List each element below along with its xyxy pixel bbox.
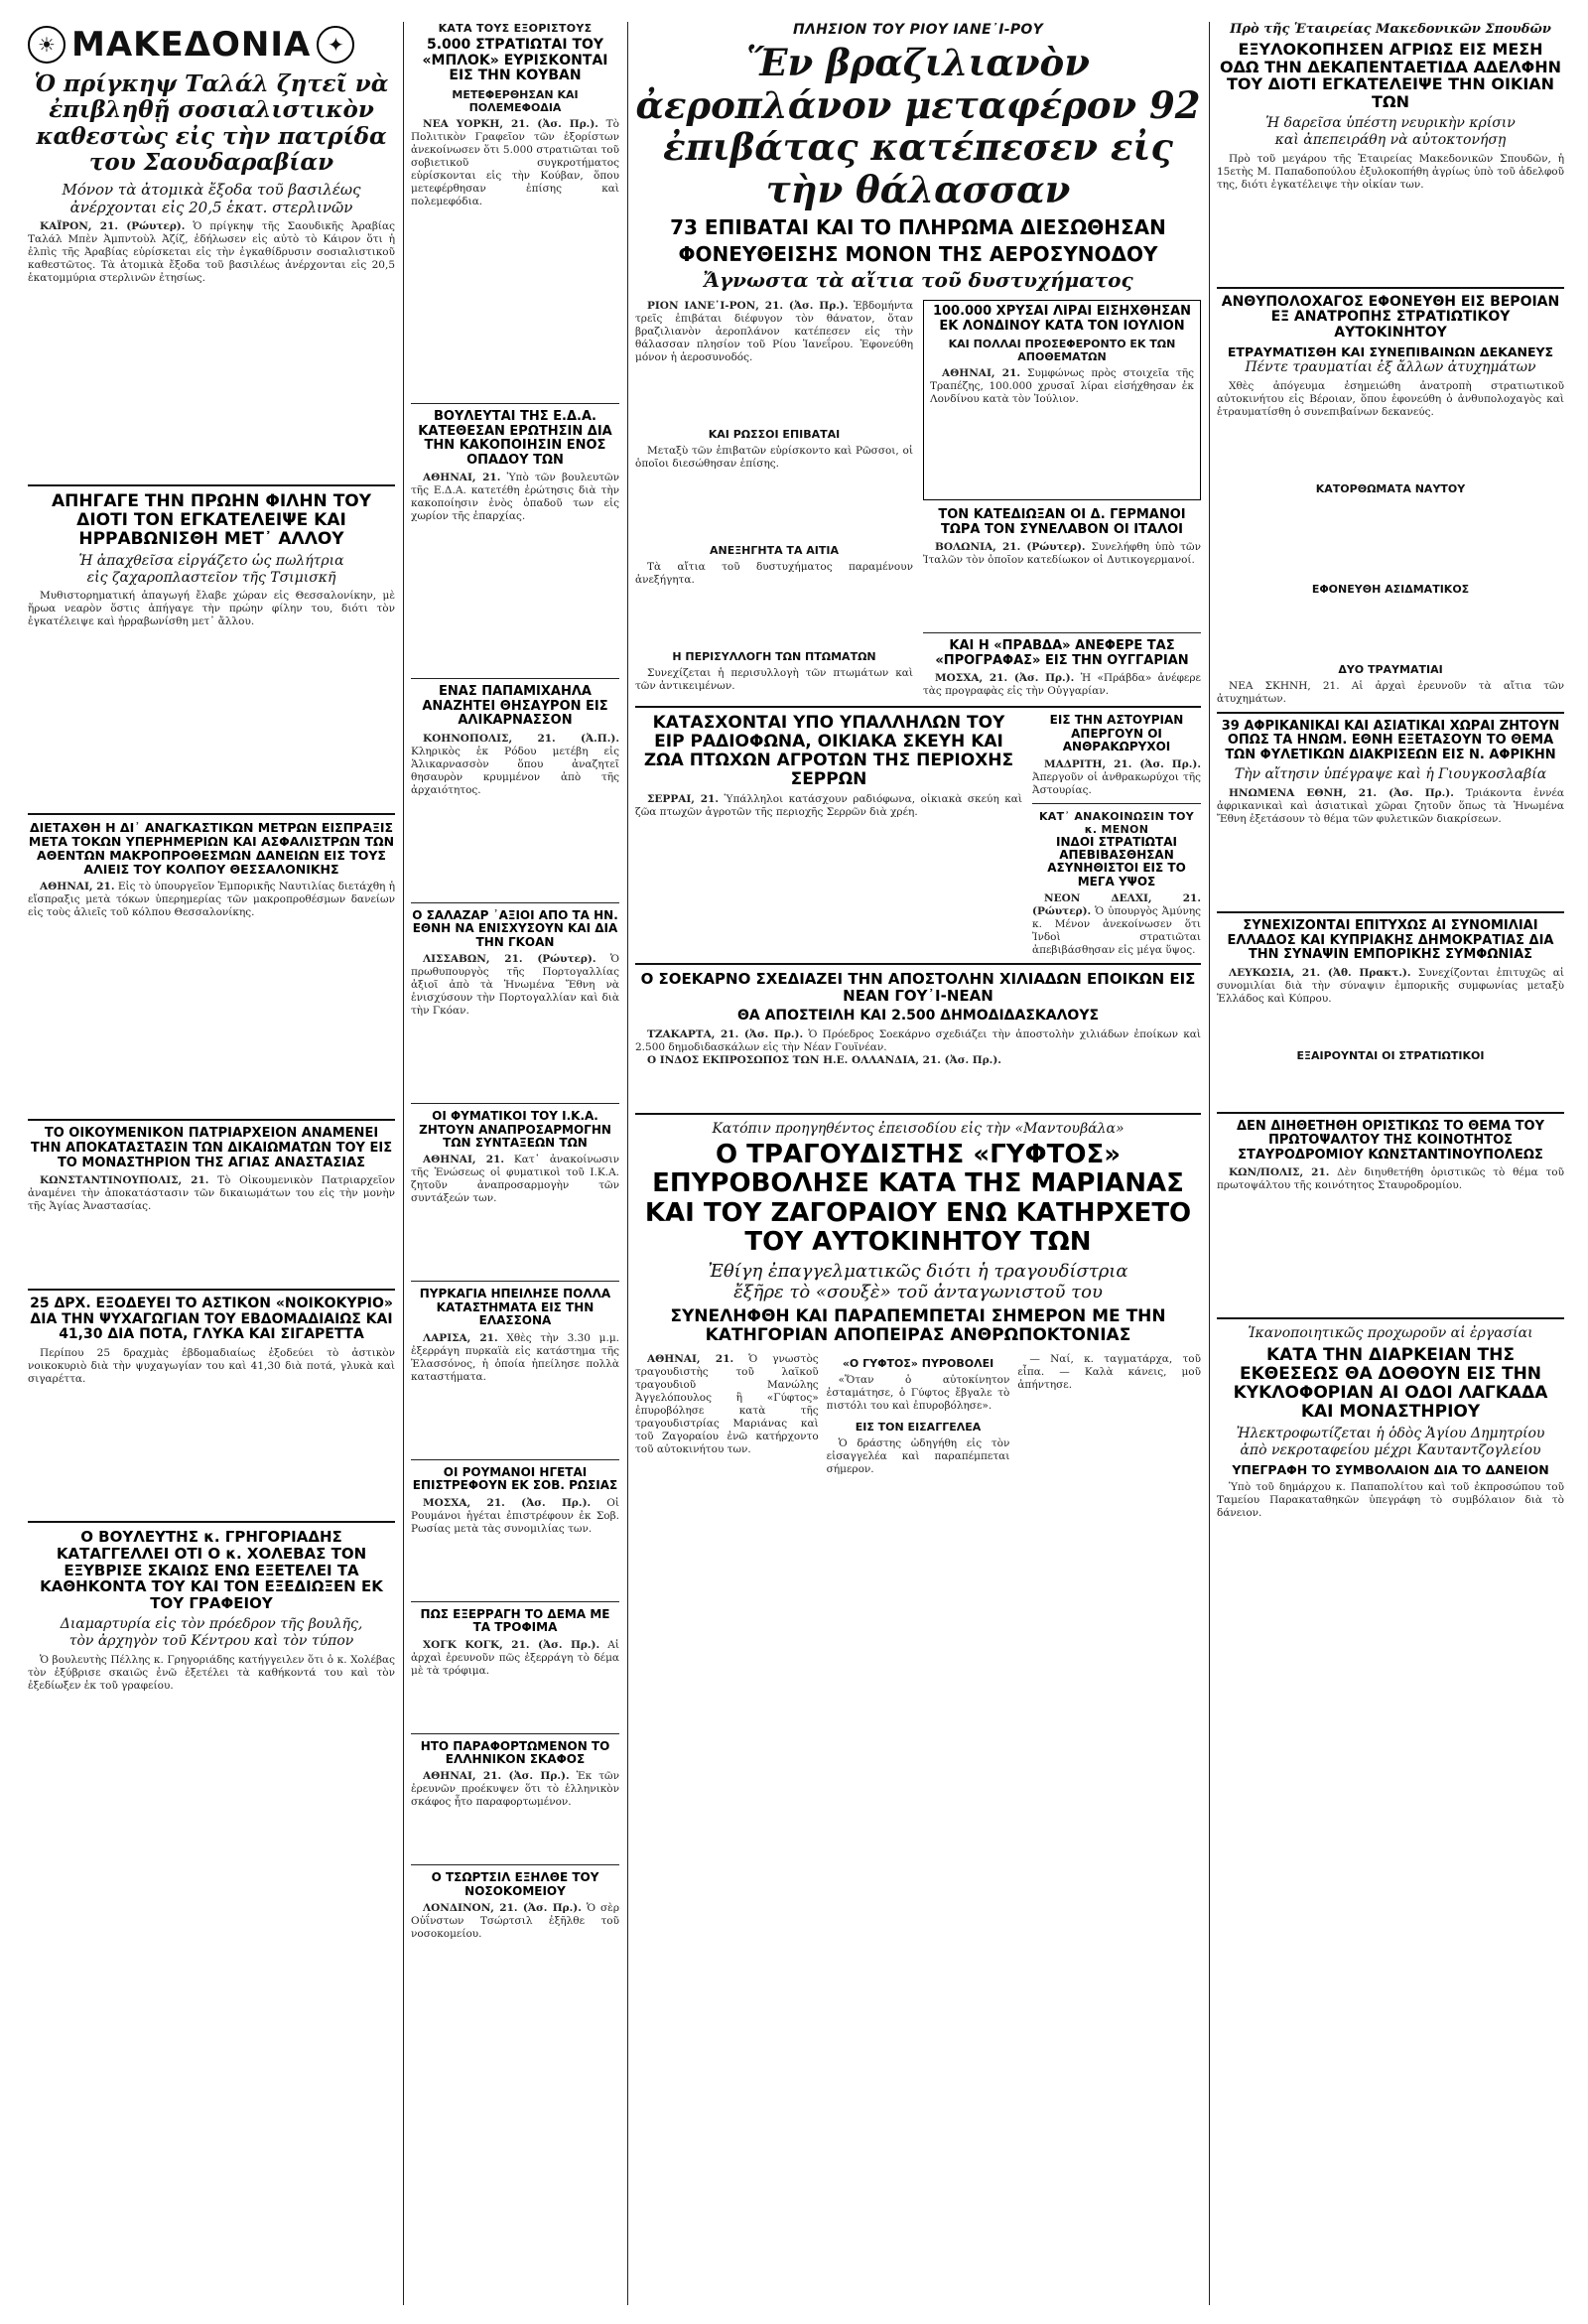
lead-dateline: ΚΑΪΡΟΝ, 21. (Ρώυτερ).: [40, 219, 186, 232]
center-kicker: ΠΛΗΣΙΟΝ ΤΟΥ ΡΙΟΥ ΙΑΝΕ᾿Ι-ΡΟΥ: [792, 22, 1044, 38]
col2-art9-headline: ΗΤΟ ΠΑΡΑΦΟΡΤΩΜΕΝΟΝ ΤΟ ΕΛΛΗΝΙΚΟΝ ΣΚΑΦΟΣ: [420, 1738, 610, 1766]
lead-sub-2: ἀνέρχονται εἰς 20,5 ἑκατ. στερλινῶν: [69, 198, 353, 216]
col4-art6-sub-2: ἀπὸ νεκροταφείου μέχρι Καυταντζογλείου: [1240, 1442, 1541, 1459]
column-2: [411, 22, 619, 2305]
col4-art6-sub-3: ΥΠΕΓΡΑΦΗ ΤΟ ΣΥΜΒΟΛΑΙΟΝ ΔΙΑ ΤΟ ΔΑΝΕΙΟΝ: [1232, 1461, 1549, 1477]
center-right-stack: [923, 300, 1201, 698]
plane-article: [635, 300, 913, 698]
col4-art5-headline: ΔΕΝ ΔΙΗΘΕΤΗΘΗ ΟΡΙΣΤΙΚΩΣ ΤΟ ΘΕΜΑ ΤΟΥ ΠΡΩΤΟΨΑΛΤΟΥ ΤΗΣ ΚΟΙΝΟΤΗΤΟΣ ΣΤΑΥΡΟΔΡΟΜΙΟΥ ΚΩΝΣΤΑΝΤΙΝΟΥΠΟΛΕΩΣ: [1236, 1118, 1545, 1162]
col4-art2-sub-2: Πέντε τραυματίαι ἐξ ἄλλων ἀτυχημάτων: [1245, 358, 1536, 375]
column-4: [1217, 22, 1564, 2305]
singer-sub-1: Ἐθίγη ἐπαγγελματικῶς διότι ἡ τραγουδίστρια: [708, 1260, 1128, 1282]
emblem-left-icon: ☀: [28, 26, 66, 64]
art5-filler: [28, 1386, 395, 1515]
col2-art6-filler: [411, 1384, 619, 1453]
gold-headline: 100.000 ΧΡΥΣΑΙ ΛΙΡΑΙ ΕΙΣΗΧΘΗΣΑΝ ΕΚ ΛΟΝΔΙΝΟΥ ΚΑΤΑ ΤΟΝ ΙΟΥΛΙΟΝ: [932, 303, 1192, 334]
art2-sub-1: Ἡ ἀπαχθεῖσα εἰργάζετο ὡς πωλήτρια: [78, 552, 344, 569]
col4-art3-body: ΗΝΩΜΕΝΑ ΕΘΝΗ, 21. (Ἀσ. Πρ.). Τριάκοντα ἐννέα ἀφρικανικαὶ καὶ ἀσιατικαὶ χῶραι ζητοῦν ὅπως τὰ Ἡνωμένα Ἔθνη ἐξετάσουν τὸ θέμα τῶν φυλετικῶν διακρίσεων.: [1217, 787, 1564, 826]
menon-headline: ΙΝΔΟΙ ΣΤΡΑΤΙΩΤΑΙ ΑΠΕΒΙΒΑΣΘΗΣΑΝ ΑΣΥΝΗΘΙΣΤΟΙ ΕΙΣ ΤΟ ΜΕΓΑ ΥΨΟΣ: [1047, 834, 1186, 889]
col2-art4-body: ΛΙΣΣΑΒΩΝ, 21. (Ρώυτερ). Ὁ πρωθυπουργὸς τῆς Πορτογαλλίας ἀξιοῖ ἀπὸ τὰ Ἡνωμένα Ἔθνη νὰ ἐνισχύσουν τὴν Πορτογαλλίαν καὶ διὰ τὴν Γκόαν.: [411, 953, 619, 1018]
singer-headline: Ο ΤΡΑΓΟΥΔΙΣΤΗΣ «ΓΥΦΤΟΣ» ΕΠΥΡΟΒΟΛΗΣΕ ΚΑΤΑ ΤΗΣ ΜΑΡΙΑΝΑΣ ΚΑΙ ΤΟΥ ΖΑΓΟΡΑΙΟΥ ΕΝΩ ΚΑΤΗΡΧΕΤΟ ΤΟΥ ΑΥΤΟΚΙΝΗΤΟΥ ΤΩΝ: [644, 1140, 1192, 1257]
plane-sec-1: ΚΑΙ ΡΩΣΣΟΙ ΕΠΙΒΑΤΑΙ: [708, 427, 841, 441]
col4-art6-body: Ὑπὸ τοῦ δημάρχου κ. Παπαπολίτου καὶ τοῦ ἐκπροσώπου τοῦ Ταμείου Παρακαταθηκῶν ὑπεγράφη τὸ συμβόλαιον διὰ τὸ δάνειον.: [1217, 1480, 1564, 1519]
col2-art5-filler: [411, 1205, 619, 1275]
singer-col-3: [1017, 1353, 1201, 1476]
singer-body-4: — Ναί, κ. ταγματάρχα, τοῦ εἶπα. — Καλὰ κάνεις, μοῦ ἀπήντησε.: [1017, 1353, 1201, 1392]
plane-sec-3: Η ΠΕΡΙΣΥΛΛΟΓΗ ΤΩΝ ΠΤΩΜΑΤΩΝ: [672, 649, 876, 663]
col2-art1-filler: [411, 208, 619, 397]
center-side-stack: [1032, 714, 1201, 957]
plane-body-4: Συνεχίζεται ἡ περισυλλογὴ τῶν πτωμάτων καὶ τῶν ἀντικειμένων.: [635, 666, 913, 692]
plane-body-3: Τὰ αἴτια τοῦ δυστυχήματος παραμένουν ἀνεξήγητα.: [635, 560, 913, 586]
col4-art2-body-2: ΝΕΑ ΣΚΗΝΗ, 21. Αἱ ἀρχαὶ ἐρευνοῦν τὰ αἴτια τῶν ἀτυχημάτων.: [1217, 679, 1564, 705]
art3-body: ΑΘΗΝΑΙ, 21. Εἰς τὸ ὑπουργεῖον Ἐμπορικῆς Ναυτιλίας διετάχθη ἡ εἴσπραξις μετὰ τόκων ὑπερημερίας τῶν μακροπροθέσμων δανείων εἰς τοὺς ἁλιεῖς τοῦ κόλπου Θεσσαλονίκης.: [28, 881, 395, 919]
art6-headline: Ο ΒΟΥΛΕΥΤΗΣ κ. ΓΡΗΓΟΡΙΑΔΗΣ ΚΑΤΑΓΓΕΛΛΕΙ ΟΤΙ Ο κ. ΧΟΛΕΒΑΣ ΤΟΝ ΕΞΥΒΡΙΣΕ ΣΚΑΙΩΣ ΕΝΩ ΕΞΕΤΕΛΕΙ ΤΑ ΚΑΘΗΚΟΝΤΑ ΤΟΥ ΚΑΙ ΤΟΝ ΕΞΕΔΙΩΞΕΝ ΕΚ ΤΟΥ ΓΡΑΦΕΙΟΥ: [40, 1528, 383, 1613]
col4-art6-sub-1: Ἠλεκτροφωτίζεται ἡ ὁδὸς Ἁγίου Δημητρίου: [1236, 1426, 1545, 1442]
gold-sub: ΚΑΙ ΠΟΛΛΑΙ ΠΡΟΣΕΦΕΡΟΝΤΟ ΕΚ ΤΩΝ ΑΠΟΘΕΜΑΤΩΝ: [948, 338, 1176, 364]
plane-body-2: Μεταξὺ τῶν ἐπιβατῶν εὑρίσκοντο καὶ Ρῶσσοι, οἱ ὁποῖοι διεσώθησαν ἐπίσης.: [635, 444, 913, 470]
plane-body-1: ΡΙΟΝ ΙΑΝΕ᾿Ι-ΡΟΝ, 21. (Ἀσ. Πρ.). Ἑβδομήντα τρεῖς ἐπιβάται διέφυγον τὸν θάνατον, ὅταν βραζιλιανὸν ἀεροπλάνον κατέπεσεν εἰς τὴν θάλασσαν πλησίον τοῦ Ρίου Ἰανεΐρου. Ἐφονεύθη μόνον ἡ ἀεροσυνοδός.: [635, 299, 913, 363]
pravda-body: ΜΟΣΧΑ, 21. (Ἀσ. Πρ.). Ἡ «Πράβδα» ἀνέφερε τὰς προγραφὰς εἰς τὴν Οὐγγαρίαν.: [923, 672, 1201, 698]
singer-body-3: Ὁ δράστης ὡδηγήθη εἰς τὸν εἰσαγγελέα καὶ παραπέμπεται σήμερον.: [826, 1437, 1010, 1476]
center-headline: Ἕν βραζιλιανὸν ἀεροπλάνον μεταφέρον 92 ἐπιβάτας κατέπεσεν εἰς τὴν θάλασσαν: [635, 41, 1201, 211]
col2-art6-body: ΛΑΡΙΣΑ, 21. Χθὲς τὴν 3.30 μ.μ. ἐξερράγη πυρκαϊὰ εἰς κατάστημα τῆς Ἐλασσόνος, ἡ ὁποία ἠπείλησε πολλὰ καταστήματα.: [411, 1331, 619, 1383]
art2-headline: ΑΠΗΓΑΓΕ ΤΗΝ ΠΡΩΗΝ ΦΙΛΗΝ ΤΟΥ ΔΙΟΤΙ ΤΟΝ ΕΓΚΑΤΕΛΕΙΨΕ ΚΑΙ ΗΡΡΑΒΩΝΙΣΘΗ ΜΕΤ᾿ ΑΛΛΟΥ: [51, 490, 372, 549]
art4-headline: ΤΟ ΟΙΚΟΥΜΕΝΙΚΟΝ ΠΑΤΡΙΑΡΧΕΙΟΝ ΑΝΑΜΕΝΕΙ ΤΗΝ ΑΠΟΚΑΤΑΣΤΑΣΙΝ ΤΩΝ ΔΙΚΑΙΩΜΑΤΩΝ ΤΟΥ ΕΙΣ ΤΟ ΜΟΝΑΣΤΗΡΙΟΝ ΤΗΣ ΑΓΙΑΣ ΑΝΑΣΤΑΣΙΑΣ: [30, 1126, 393, 1170]
singer-kicker: Κατόπιν προηγηθέντος ἐπεισοδίου εἰς τὴν «Μαντουβάλα»: [712, 1120, 1125, 1137]
art6-sub-1: Διαμαρτυρία εἰς τὸν πρόεδρον τῆς βουλῆς,: [60, 1616, 363, 1633]
col2-art5-body: ΑΘΗΝΑΙ, 21. Κατ᾿ ἀνακοίνωσιν τῆς Ἑνώσεως οἱ φυματικοὶ τοῦ Ι.Κ.Α. ζητοῦν ἀναπροσαρμογὴν τῶν συντάξεών των.: [411, 1154, 619, 1205]
col2-art1-sub: ΜΕΤΕΦΕΡΘΗΣΑΝ ΚΑΙ ΠΟΛΕΜΕΦΟΔΙΑ: [452, 88, 579, 115]
col4-art1-sub-1: Ἡ δαρεῖσα ὑπέστη νευρικὴν κρίσιν: [1265, 115, 1516, 132]
emblem-right-icon: ✦: [317, 26, 354, 64]
col4-art1-sub-2: καὶ ἀπεπειράθη νὰ αὐτοκτονήσῃ: [1274, 132, 1507, 149]
newspaper-page: [28, 22, 1564, 2305]
art6-sub-2: τὸν ἀρχηγὸν τοῦ Κέντρου καὶ τὸν τύπον: [68, 1632, 354, 1649]
sukarno-body: ΤΖΑΚΑΡΤΑ, 21. (Ἀσ. Πρ.). Ὁ Πρόεδρος Σοεκάρνο σχεδιάζει τὴν ἀποστολὴν χιλιάδων ἐποίκων καὶ 2.500 δημοδιδασκάλων εἰς τὴν Νέαν Γουϊνέαν.: [635, 1027, 1201, 1053]
singer-sec-2: ΕΙΣ ΤΟΝ ΕΙΣΑΓΓΕΛΕΑ: [855, 1421, 982, 1435]
art4-body: ΚΩΝΣΤΑΝΤΙΝΟΥΠΟΛΙΣ, 21. Τὸ Οἰκουμενικὸν Πατριαρχεῖον ἀναμένει τὴν ἀποκατάστασιν τῶν δικαιωμάτων του εἰς τὴν μονὴν τῆς Ἁγίας Ἀναστασίας.: [28, 1174, 395, 1213]
col2-art4-filler: [411, 1018, 619, 1097]
singer-col-1: [635, 1353, 819, 1476]
col4-art2-sub-1: ΕΤΡΑΥΜΑΤΙΣΘΗ ΚΑΙ ΣΥΝΕΠΙΒΑΙΝΩΝ ΔΕΚΑΝΕΥΣ: [1227, 343, 1554, 359]
lead-headline: Ὁ πρίγκηψ Ταλάλ ζητεῖ νὰ ἐπιβληθῇ σοσιαλιστικὸν καθεστὼς εἰς τὴν πατρίδα του Σαουδαραβίαν: [34, 70, 389, 177]
col4-art5-body: ΚΩΝ/ΠΟΛΙΣ, 21. Δὲν διηυθετήθη ὁριστικῶς τὸ θέμα τοῦ πρωτοψάλτου τῆς κοινότητος Σταυροδρομίου.: [1217, 1166, 1564, 1192]
gold-article: [923, 300, 1201, 500]
lead-filler: [28, 285, 395, 478]
col2-art3-filler: [411, 797, 619, 896]
sukarno-headline: Ο ΣΟΕΚΑΡΝΟ ΣΧΕΔΙΑΖΕΙ ΤΗΝ ΑΠΟΣΤΟΛΗΝ ΧΙΛΙΑΔΩΝ ΕΠΟΙΚΩΝ ΕΙΣ ΝΕΑΝ ΓΟΥ᾿Ι-ΝΕΑΝ: [640, 970, 1196, 1006]
ger-body: ΒΟΛΩΝΙΑ, 21. (Ρώυτερ). Συνελήφθη ὑπὸ τῶν Ἰταλῶν τὸν ὁποῖον κατεδίωκον οἱ Δυτικογερμανοί.: [923, 541, 1201, 567]
col2-art10-body: ΛΟΝΔΙΝΟΝ, 21. (Ἀσ. Πρ.). Ὁ σὲρ Οὐΐνστων Τσώρτσιλ ἐξῆλθε τοῦ νοσοκομείου.: [411, 1902, 619, 1941]
singer-body-2: «Ὅταν ὁ αὐτοκίνητον ἐσταμάτησε, ὁ Γύφτος ἔβγαλε τὸ πιστόλι του καὶ ἐπυροβόλησε».: [826, 1374, 1010, 1413]
col2-art2-body: ΑΘΗΝΑΙ, 21. Ὑπὸ τῶν βουλευτῶν τῆς Ε.Δ.Α. κατετέθη ἐρώτησις διὰ τὴν κακοποίησιν ἑνὸς ὀπαδοῦ των εἰς χωρίον τῆς ἐπαρχίας.: [411, 472, 619, 523]
col4-art2-body: Χθὲς ἀπόγευμα ἐσημειώθη ἀνατροπὴ στρατιωτικοῦ αὐτοκινήτου εἰς Βέροιαν, ὅπου ἐφονεύθη ὁ ἀνθυπολοχαγὸς καὶ ἐτραυματίσθη ὁ συνεπιβαίνων δεκανεύς.: [1217, 379, 1564, 418]
pravda-headline: ΚΑΙ Η «ΠΡΑΒΔΑ» ΑΝΕΦΕΡΕ ΤΑΣ «ΠΡΟΓΡΑΦΑΣ» ΕΙΣ ΤΗΝ ΟΥΓΓΑΡΙΑΝ: [935, 638, 1189, 668]
lead-body: [28, 220, 395, 285]
col2-art6-headline: ΠΥΡΚΑΓΙΑ ΗΠΕΙΛΗΣΕ ΠΟΛΛΑ ΚΑΤΑΣΤΗΜΑΤΑ ΕΙΣ ΤΗΝ ΕΛΑΣΣΟΝΑ: [419, 1287, 611, 1328]
serres-body: ΣΕΡΡΑΙ, 21. Ὑπάλληλοι κατάσχουν ραδιόφωνα, οἰκιακὰ σκεύη καὶ ζῶα πτωχῶν ἀγροτῶν τῆς περιοχῆς Σερρῶν διὰ χρέη.: [635, 793, 1022, 819]
singer-body: ΑΘΗΝΑΙ, 21. Ὁ γνωστὸς τραγουδιστὴς τοῦ λαϊκοῦ τραγουδιοῦ Μανώλης Ἀγγελόπουλος ἢ «Γύφτος» ἐπυροβόλησε κατὰ τῆς τραγουδιστρίας Μαριάνας καὶ τοῦ Ζαγοραίου ἐνῶ κατήρχοντο τοῦ αὐτοκινήτου των.: [635, 1353, 819, 1456]
col4-art2-sec-1: ΚΑΤΟΡΘΩΜΑΤΑ ΝΑΥΤΟΥ: [1315, 481, 1466, 495]
masthead-title: ΜΑΚΕΔΟΝΙΑ: [71, 25, 312, 65]
art3-filler: [28, 919, 395, 1113]
gold-body: ΑΘΗΝΑΙ, 21. Συμφώνως πρὸς στοιχεῖα τῆς Τραπέζης, 100.000 χρυσαῖ λίραι εἰσήχθησαν ἐκ Λονδίνου κατὰ τὸν Ἰούλιον.: [930, 367, 1194, 406]
col4-art3-headline: 39 ΑΦΡΙΚΑΝΙΚΑΙ ΚΑΙ ΑΣΙΑΤΙΚΑΙ ΧΩΡΑΙ ΖΗΤΟΥΝ ΟΠΩΣ ΤΑ ΗΝΩΜ. ΕΘΝΗ ΕΞΕΤΑΣΟΥΝ ΤΟ ΘΕΜΑ ΤΩΝ ΦΥΛΕΤΙΚΩΝ ΔΙΑΚΡΙΣΕΩΝ ΕΙΣ Ν. ΑΦΡΙΚΗΝ: [1221, 718, 1560, 762]
col2-kicker: ΚΑΤΑ ΤΟΥΣ ΕΞΟΡΙΣΤΟΥΣ: [438, 22, 593, 35]
art2-sub-2: εἰς ζαχαροπλαστεῖον τῆς Τσιμισκῆ: [86, 569, 336, 586]
col2-art9-body: ΑΘΗΝΑΙ, 21. (Ἀσ. Πρ.). Ἐκ τῶν ἐρευνῶν προέκυψεν ὅτι τὸ ἑλληνικὸν σκάφος ἦτο παραφορτωμένον.: [411, 1770, 619, 1809]
col2-art4-headline: Ο ΣΑΛΑΖΑΡ ᾿ΑΞΙΟΙ ΑΠΟ ΤΑ ΗΝ. ΕΘΝΗ ΝΑ ΕΝΙΣΧΥΣΟΥΝ ΚΑΙ ΔΙΑ ΤΗΝ ΓΚΟΑΝ: [412, 907, 618, 949]
col4-art4-body: ΛΕΥΚΩΣΙΑ, 21. (Ἀθ. Πρακτ.). Συνεχίζονται ἐπιτυχῶς αἱ συνομιλίαι διὰ τὴν σύναψιν ἐμπορικῆς συμφωνίας μεταξὺ Ἑλλάδος καὶ Κύπρου.: [1217, 966, 1564, 1005]
art5-headline: 25 ΔΡΧ. ΕΞΟΔΕΥΕΙ ΤΟ ΑΣΤΙΚΟΝ «ΝΟΙΚΟΚΥΡΙΟ» ΔΙΑ ΤΗΝ ΨΥΧΑΓΩΓΙΑΝ ΤΟΥ ΕΒΔΟΜΑΔΙΑΙΩΣ ΚΑΙ 41,30 ΔΙΑ ΠΟΤΑ, ΓΛΥΚΑ ΚΑΙ ΣΙΓΑΡΕΤΤΑ: [30, 1296, 393, 1343]
col2-art7-headline: ΟΙ ΡΟΥΜΑΝΟΙ ΗΓΕΤΑΙ ΕΠΙΣΤΡΕΦΟΥΝ ΕΚ ΣΟΒ. ΡΩΣΙΑΣ: [412, 1464, 618, 1493]
col2-art5-headline: ΟΙ ΦΥΜΑΤΙΚΟΙ ΤΟΥ Ι.Κ.Α. ΖΗΤΟΥΝ ΑΝΑΠΡΟΣΑΡΜΟΓΗΝ ΤΩΝ ΣΥΝΤΑΞΕΩΝ ΤΩΝ: [419, 1109, 611, 1151]
asturia-body: ΜΑΔΡΙΤΗ, 21. (Ἀσ. Πρ.). Ἀπεργοῦν οἱ ἀνθρακωρύχοι τῆς Ἀστουρίας.: [1032, 757, 1201, 796]
art5-body: Περίπου 25 δραχμὰς ἐβδομαδιαίως ἐξοδεύει τὸ ἀστικὸν νοικοκυριὸ διὰ τὴν ψυχαγωγίαν του καὶ 41,30 διὰ ποτά, γλυκὰ καὶ σιγαρέττα.: [28, 1347, 395, 1386]
col2-art3-body: ΚΟΗΝΟΠΟΛΙΣ, 21. (Ἀ.Π.). Κληρικὸς ἐκ Ρόδου μετέβη εἰς Ἁλικαρνασσὸν ὅπου ἀναζητεῖ θησαυρὸν κρυμμένον ἀπὸ τῆς ἀρχαιότητος.: [411, 732, 619, 796]
singer-sec-1: «Ο ΓΥΦΤΟΣ» ΠΥΡΟΒΟΛΕΙ: [842, 1357, 994, 1371]
col2-art8-filler: [411, 1678, 619, 1727]
masthead: [28, 22, 395, 68]
art2-filler: [28, 628, 395, 807]
col4-art1-headline: ΕΞΥΛΟΚΟΠΗΣΕΝ ΑΓΡΙΩΣ ΕΙΣ ΜΕΣΗ ΟΔΩ ΤΗΝ ΔΕΚΑΠΕΝΤΑΕΤΙΔΑ ΑΔΕΛΦΗΝ ΤΟΥ ΔΙΟΤΙ ΕΓΚΑΤΕΛΕΙΨΕ ΤΗΝ ΟΙΚΙΑΝ ΤΩΝ: [1219, 39, 1562, 112]
col4-art6-kicker: Ἱκανοποιητικῶς προχωροῦν αἱ ἐργασίαι: [1248, 1325, 1533, 1342]
menon-body: ΝΕΟΝ ΔΕΛΧΙ, 21. (Ρώυτερ). Ὁ ὑπουργὸς Ἀμύνης κ. Μένον ἀνεκοίνωσεν ὅτι Ἰνδοὶ στρατιῶται ἀπεβιβάσθησαν εἰς μέγα ὕψος.: [1032, 892, 1201, 957]
art4-filler: [28, 1213, 395, 1283]
ger-headline: ΤΟΝ ΚΑΤΕΔΙΩΞΑΝ ΟΙ Δ. ΓΕΡΜΑΝΟΙ ΤΩΡΑ ΤΟΝ ΣΥΝΕΛΑΒΟΝ ΟΙ ΙΤΑΛΟΙ: [938, 507, 1186, 537]
col4-art2-sec-2: ΕΦΟΝΕΥΘΗ ΑΣΙΔΜΑΤΙΚΟΣ: [1311, 582, 1470, 596]
art6-body: Ὁ βουλευτὴς Πέλλης κ. Γρηγοριάδης κατήγγειλεν ὅτι ὁ κ. Χολέβας τὸν ἐξύβρισε σκαιῶς ἐνῶ ἐξετέλει τὰ καθήκοντά του καὶ τὸν ἐξεδίωξεν ἐκ τοῦ γραφείου.: [28, 1653, 395, 1692]
col2-art10-headline: Ο ΤΣΩΡΤΣΙΛ ΕΞΗΛΘΕ ΤΟΥ ΝΟΣΟΚΟΜΕΙΟΥ: [431, 1870, 599, 1898]
singer-col-2: [827, 1353, 1010, 1476]
art2-body: Μυθιστορηματική ἀπαγωγή ἔλαβε χώραν εἰς Θεσσαλονίκην, μὲ ἥρωα νεαρὸν ὅστις ἀπήγαγε τὴν πρώην φίλην του, διότι τὸν ἐγκατέλειψε καὶ ἠρραβωνίσθη μετ᾿ ἄλλου.: [28, 590, 395, 628]
col4-art3-sub: Τὴν αἴτησιν ὑπέγραψε καὶ ἡ Γιουγκοσλαβία: [1234, 766, 1547, 783]
serres-headline: ΚΑΤΑΣΧΟΝΤΑΙ ΥΠΟ ΥΠΑΛΛΗΛΩΝ ΤΟΥ ΕΙΡ ΡΑΔΙΟΦΩΝΑ, ΟΙΚΙΑΚΑ ΣΚΕΥΗ ΚΑΙ ΖΩΑ ΠΤΩΧΩΝ ΑΓΡΟΤΩΝ ΤΗΣ ΠΕΡΙΟΧΗΣ ΣΕΡΡΩΝ: [643, 713, 1014, 790]
col4-art2-headline: ΑΝΘΥΠΟΛΟΧΑΓΟΣ ΕΦΟΝΕΥΘΗ ΕΙΣ ΒΕΡΟΙΑΝ ΕΞ ΑΝΑΤΡΟΠΗΣ ΣΤΡΑΤΙΩΤΙΚΟΥ ΑΥΤΟΚΙΝΗΤΟΥ: [1221, 293, 1560, 342]
col4-art1-body: Πρὸ τοῦ μεγάρου τῆς Ἑταιρείας Μακεδονικῶν Σπουδῶν, ἡ 15ετὴς Μ. Παπαδοπούλου ἐξυλοκοπήθη ἀγρίως ὑπὸ τοῦ ἀδελφοῦ της, διότι ἐγκατέλειψε τὴν οἰκίαν των.: [1217, 152, 1564, 191]
col4-kicker: Πρὸ τῆς Ἑταιρείας Μακεδονικῶν Σπουδῶν: [1230, 22, 1551, 37]
col2-art1-body: ΝΕΑ ΥΟΡΚΗ, 21. (Ἀσ. Πρ.). Τὸ Πολιτικὸν Γραφεῖον τῶν ἐξορίστων ἀνεκοίνωσεν ὅτι 5.000 στρατιῶται τοῦ σοβιετικοῦ συγκροτήματος εὑρίσκονται εἰς τὴν Κούβαν, ὅπου μετεφέρθησαν ἐπίσης καὶ πολεμεφόδια.: [411, 118, 619, 208]
col2-art7-body: ΜΟΣΧΑ, 21. (Ἀσ. Πρ.). Οἱ Ρουμάνοι ἡγέται ἐπιστρέφουν ἐκ Σοβ. Ρωσίας μετὰ τὰς συνομιλίας των.: [411, 1496, 619, 1535]
col4-art4-sec: ΕΞΑΙΡΟΥΝΤΑΙ ΟΙ ΣΤΡΑΤΙΩΤΙΚΟΙ: [1296, 1048, 1485, 1062]
col4-art6-headline: ΚΑΤΑ ΤΗΝ ΔΙΑΡΚΕΙΑΝ ΤΗΣ ΕΚΘΕΣΕΩΣ ΘΑ ΔΟΘΟΥΝ ΕΙΣ ΤΗΝ ΚΥΚΛΟΦΟΡΙΑΝ ΑΙ ΟΔΟΙ ΛΑΓΚΑΔΑ ΚΑΙ ΜΟΝΑΣΤΗΡΙΟΥ: [1233, 1345, 1548, 1423]
menon-kicker: ΚΑΤ᾿ ΑΝΑΚΟΙΝΩΣΙΝ ΤΟΥ κ. ΜΕΝΟΝ: [1038, 809, 1195, 836]
lead-sub-1: Μόνον τὰ ἀτομικὰ ἔξοδα τοῦ βασιλέως: [62, 180, 361, 199]
col4-art2-sec-3: ΔΥΟ ΤΡΑΥΜΑΤΙΑΙ: [1338, 662, 1443, 676]
serres-article: [635, 714, 1022, 957]
center-columns: [635, 22, 1201, 2305]
col4-art4-headline: ΣΥΝΕΧΙΖΟΝΤΑΙ ΕΠΙΤΥΧΩΣ ΑΙ ΣΥΝΟΜΙΛΙΑΙ ΕΛΛΑΔΟΣ ΚΑΙ ΚΥΠΡΙΑΚΗΣ ΔΗΜΟΚΡΑΤΙΑΣ ΔΙΑ ΤΗΝ ΣΥΝΑΨΙΝ ΕΜΠΟΡΙΚΗΣ ΣΥΜΦΩΝΙΑΣ: [1227, 918, 1554, 963]
plane-sec-2: ΑΝΕΞΗΓΗΤΑ ΤΑ ΑΙΤΙΑ: [709, 543, 839, 557]
lead-text: Ὁ πρίγκηψ τῆς Σαουδικῆς Ἀραβίας Ταλάλ Μπὲν Ἀμπντοὺλ Ἀζίζ, ἐδήλωσεν εἰς αὐτὸ τὸ Κάιρον ὅτι ἡ ἐλπὶς τῆς Ἀραβίας εὑρίσκεται εἰς τὴν ἐγκαθίδρυσιν σοσιαλιστικοῦ καθεστῶτος. Τὰ ἀτομικὰ ἔξοδα τοῦ βασιλέως ἀνέρχονται εἰς 20,5 ἑκατομμύρια στερλινῶν ἐτησίως.: [28, 219, 395, 284]
singer-sub-3: ΣΥΝΕΛΗΦΘΗ ΚΑΙ ΠΑΡΑΠΕΜΠΕΤΑΙ ΣΗΜΕΡΟΝ ΜΕ ΤΗΝ ΚΑΤΗΓΟΡΙΑΝ ΑΠΟΠΕΙΡΑΣ ΑΝΘΡΩΠΟΚΤΟΝΙΑΣ: [670, 1306, 1166, 1346]
col2-art8-headline: ΠΩΣ ΕΞΕΡΡΑΓΗ ΤΟ ΔΕΜΑ ΜΕ ΤΑ ΤΡΟΦΙΜΑ: [420, 1606, 610, 1635]
column-1: [28, 22, 395, 2305]
asturia-headline: ΕΙΣ ΤΗΝ ΑΣΤΟΥΡΙΑΝ ΑΠΕΡΓΟΥΝ ΟΙ ΑΝΘΡΑΚΩΡΥΧΟΙ: [1049, 713, 1184, 754]
center-sub-3: Ἄγνωστα τὰ αἴτια τοῦ δυστυχήματος: [703, 267, 1133, 292]
sukarno-body-2: Ο ΙΝΔΟΣ ΕΚΠΡΟΣΩΠΟΣ ΤΩΝ Η.Ε. ΟΛΛΑΝΔΙΑ, 21. (Ἀσ. Πρ.).: [647, 1053, 1001, 1066]
sukarno-sub: ΘΑ ΑΠΟΣΤΕΙΛΗ ΚΑΙ 2.500 ΔΗΜΟΔΙΔΑΣΚΑΛΟΥΣ: [736, 1007, 1100, 1024]
art3-headline: ΔΙΕΤΑΧΘΗ Η ΔΙ᾿ ΑΝΑΓΚΑΣΤΙΚΩΝ ΜΕΤΡΩΝ ΕΙΣΠΡΑΞΙΣ ΜΕΤΑ ΤΟΚΩΝ ΥΠΕΡΗΜΕΡΙΩΝ ΚΑΙ ΑΣΦΑΛΙΣΤΡΩΝ ΤΩΝ ΑΘΕΝΤΩΝ ΜΑΚΡΟΠΡΟΘΕΣΜΩΝ ΔΑΝΕΙΩΝ ΕΙΣ ΤΟΥΣ ΑΛΙΕΙΣ ΤΟΥ ΚΟΛΠΟΥ ΘΕΣΣΑΛΟΝΙΚΗΣ: [28, 820, 395, 878]
center-sub-2: ΦΟΝΕΥΘΕΙΣΗΣ ΜΟΝΟΝ ΤΗΣ ΑΕΡΟΣΥΝΟΔΟΥ: [678, 241, 1158, 266]
col2-art2-filler: [411, 523, 619, 672]
center-sub-1: 73 ΕΠΙΒΑΤΑΙ ΚΑΙ ΤΟ ΠΛΗΡΩΜΑ ΔΙΕΣΩΘΗΣΑΝ: [670, 215, 1166, 240]
col2-art8-body: ΧΟΓΚ ΚΟΓΚ, 21. (Ἀσ. Πρ.). Αἱ ἀρχαὶ ἐρευνοῦν πῶς ἐξερράγη τὸ δέμα μὲ τὰ τρόφιμα.: [411, 1638, 619, 1677]
col2-art3-headline: ΕΝΑΣ ΠΑΠΑΜΙΧΑΗΛΑ ΑΝΑΖΗΤΕΙ ΘΗΣΑΥΡΟΝ ΕΙΣ ΑΛΙΚΑΡΝΑΣΣΟΝ: [422, 684, 608, 729]
singer-sub-2: ἔξῆρε τὸ «σουξὲ» τοῦ ἀνταγωνιστοῦ του: [733, 1282, 1103, 1303]
col2-art2-headline: ΒΟΥΛΕΥΤΑΙ ΤΗΣ Ε.Δ.Α. ΚΑΤΕΘΕΣΑΝ ΕΡΩΤΗΣΙΝ ΔΙΑ ΤΗΝ ΚΑΚΟΠΟΙΗΣΙΝ ΕΝΟΣ ΟΠΑΔΟΥ ΤΩΝ: [418, 409, 612, 468]
col2-art7-filler: [411, 1536, 619, 1595]
col2-art1-headline: 5.000 ΣΤΡΑΤΙΩΤΑΙ ΤΟΥ «ΜΠΛΟΚ» ΕΥΡΙΣΚΟΝΤΑΙ ΕΙΣ ΤΗΝ ΚΟΥΒΑΝ: [422, 37, 608, 84]
col2-art9-filler: [411, 1809, 619, 1858]
